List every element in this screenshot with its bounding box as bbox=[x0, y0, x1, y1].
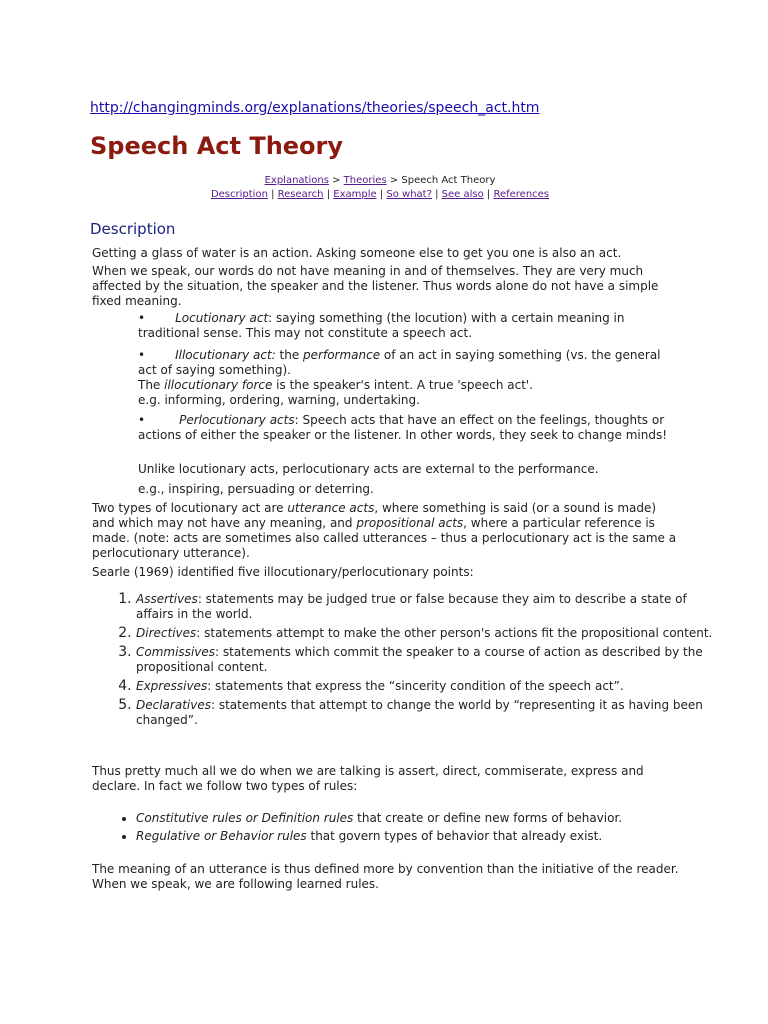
point-description: : statements which commit the speaker to a course of action as described by the propositional content. bbox=[136, 645, 703, 674]
rule-term: Constitutive rules or Definition rules bbox=[136, 811, 354, 825]
breadcrumb-separator: > bbox=[328, 175, 344, 186]
nav-link-research[interactable]: Research bbox=[277, 189, 324, 200]
nav-separator: | bbox=[376, 189, 387, 200]
rule-description: that govern types of behavior that already exist. bbox=[306, 829, 603, 843]
bullet-icon: • bbox=[138, 348, 146, 362]
list-item bbox=[136, 626, 726, 641]
term-emphasis: utterance acts bbox=[287, 501, 375, 515]
paragraph-intro: Getting a glass of water is an action. Asking someone else to get you one is also an act. bbox=[92, 246, 622, 260]
list-item bbox=[136, 592, 726, 622]
nav-separator: | bbox=[431, 189, 442, 200]
nav-separator: | bbox=[267, 189, 278, 200]
point-description: : statements may be judged true or false because they aim to describe a state of affairs in the world. bbox=[136, 592, 687, 621]
nav-link-references[interactable]: References bbox=[493, 189, 550, 200]
act-example: e.g. informing, ordering, warning, undertaking. bbox=[138, 393, 420, 407]
rules-list bbox=[92, 811, 726, 847]
bullet-icon: • bbox=[138, 413, 146, 427]
breadcrumb bbox=[90, 175, 670, 186]
nav-link-description[interactable]: Description bbox=[210, 189, 268, 200]
act-description: : Speech acts that have an effect on the feelings, thoughts or actions of either the speaker or the listener. In other words, they seek to change minds! bbox=[138, 413, 668, 442]
section-heading-description: Description bbox=[90, 220, 176, 238]
point-term: Declaratives bbox=[136, 698, 211, 712]
text-span: Two types of locutionary act are bbox=[92, 501, 288, 515]
act-text: the bbox=[275, 348, 304, 362]
act-item-perlocutionary bbox=[138, 413, 678, 443]
illocutionary-points-list bbox=[92, 592, 726, 732]
act-item-locutionary bbox=[138, 311, 678, 341]
breadcrumb-current: Speech Act Theory bbox=[401, 175, 496, 186]
point-description: : statements that express the “sincerity condition of the speech act”. bbox=[207, 679, 624, 693]
breadcrumb-link-explanations[interactable]: Explanations bbox=[264, 175, 329, 186]
paragraph-conclusion: The meaning of an utterance is thus defined more by convention than the initiative of the reader. When we speak, we are following learned rules. bbox=[92, 862, 679, 891]
nav-separator: | bbox=[483, 189, 494, 200]
point-term: Assertives bbox=[136, 592, 198, 606]
source-url-link[interactable]: http://changingminds.org/explanations/theories/speech_act.htm bbox=[90, 100, 540, 116]
nav-link-example[interactable]: Example bbox=[333, 189, 377, 200]
list-item bbox=[136, 679, 726, 694]
list-item bbox=[136, 645, 726, 675]
paragraph-searle: Searle (1969) identified five illocutionary/perlocutionary points: bbox=[92, 565, 474, 579]
list-item bbox=[136, 829, 726, 844]
list-item bbox=[136, 811, 726, 826]
nav-separator: | bbox=[323, 189, 334, 200]
point-description: : statements that attempt to change the world by “representing it as having been changed”. bbox=[136, 698, 703, 727]
act-term: Illocutionary act: bbox=[175, 348, 276, 362]
breadcrumb-link-theories[interactable]: Theories bbox=[343, 175, 387, 186]
text-span: , where something is said (or a sound is made) and which may not have any meaning, and bbox=[92, 501, 657, 530]
point-description: : statements attempt to make the other person's actions fit the propositional content. bbox=[196, 626, 713, 640]
term-emphasis: propositional acts bbox=[356, 516, 464, 530]
act-example: e.g., inspiring, persuading or deterring. bbox=[138, 482, 374, 496]
act-emphasis: illocutionary force bbox=[164, 378, 273, 392]
act-term: Locutionary act bbox=[175, 311, 269, 325]
section-nav bbox=[90, 189, 670, 200]
point-term: Commissives bbox=[136, 645, 216, 659]
rule-term: Regulative or Behavior rules bbox=[136, 829, 307, 843]
page-title: Speech Act Theory bbox=[90, 132, 344, 160]
act-term: Perlocutionary acts bbox=[179, 413, 295, 427]
point-term: Expressives bbox=[136, 679, 208, 693]
act-description: is the speaker's intent. A true 'speech act'. bbox=[272, 378, 534, 392]
paragraph-locutionary-types bbox=[92, 501, 682, 561]
point-term: Directives bbox=[136, 626, 197, 640]
bullet-icon: • bbox=[138, 311, 146, 325]
text-span: , where a particular reference is made. (note: acts are sometimes also called utterances – thus a perlocutionary act is the same a perlocutionary utterance). bbox=[92, 516, 677, 560]
rule-description: that create or define new forms of behavior. bbox=[353, 811, 623, 825]
act-description: : saying something (the locution) with a certain meaning in traditional sense. This may not constitute a speech act. bbox=[138, 311, 625, 340]
breadcrumb-separator: > bbox=[386, 175, 402, 186]
nav-link-see-also[interactable]: See also bbox=[441, 189, 484, 200]
nav-link-so-what[interactable]: So what? bbox=[386, 189, 432, 200]
paragraph-rules-intro: Thus pretty much all we do when we are talking is assert, direct, commiserate, express and declare. In fact we follow two types of rules: bbox=[92, 764, 644, 793]
act-item-illocutionary bbox=[138, 348, 678, 408]
act-note: Unlike locutionary acts, perlocutionary acts are external to the performance. bbox=[138, 462, 599, 476]
list-item bbox=[136, 698, 726, 728]
act-emphasis: performance bbox=[303, 348, 381, 362]
act-description: of an act in saying something (vs. the general act of saying something). bbox=[138, 348, 661, 377]
act-text: The bbox=[138, 378, 165, 392]
paragraph-meaning: When we speak, our words do not have meaning in and of themselves. They are very much affected by the situation, the speaker and the listener. Thus words alone do not have a simple fixed meaning. bbox=[92, 264, 659, 308]
